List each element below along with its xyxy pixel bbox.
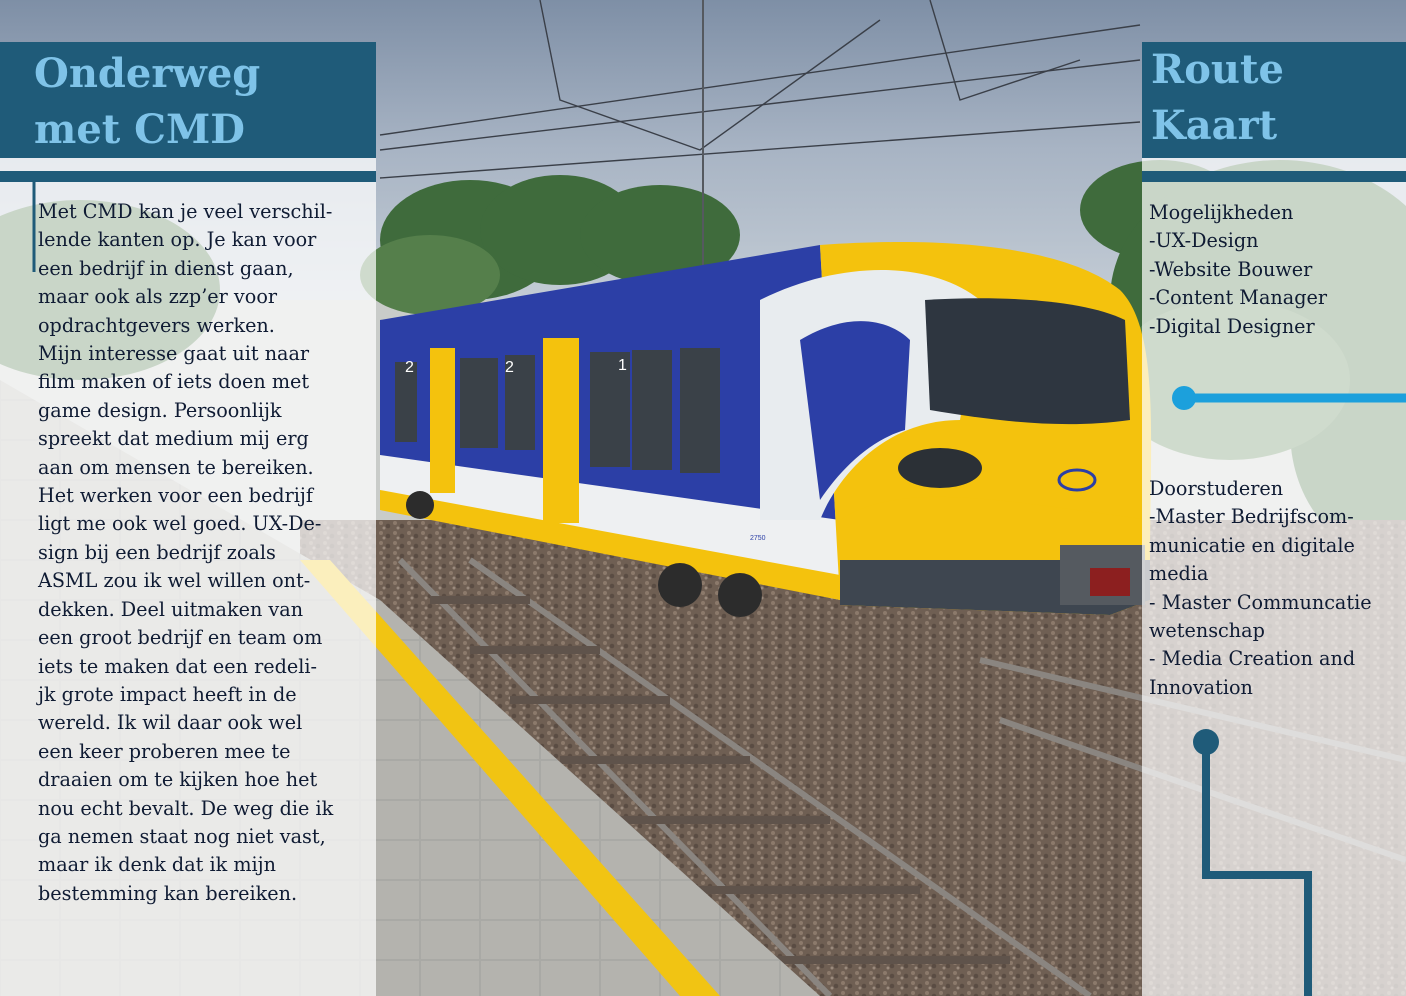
body-line: aan om mensen te bereiken. <box>38 455 314 479</box>
body-line: dekken. Deel uitmaken van <box>38 597 304 621</box>
body-line: ga nemen staat nog niet vast, <box>38 824 326 848</box>
body-line: opdrachtgevers werken. <box>38 313 275 337</box>
body-line: Mijn interesse gaat uit naar <box>38 342 310 366</box>
options-item: -Content Manager <box>1149 286 1327 310</box>
body-line: wereld. Ik wil daar ook wel <box>38 711 303 735</box>
left-route-line <box>0 182 40 282</box>
study-item: media <box>1149 562 1209 586</box>
left-title-line: met CMD <box>34 106 245 153</box>
body-line: maar ook als zzp’er voor <box>38 285 278 309</box>
options-item: -Digital Designer <box>1149 314 1315 338</box>
body-line: draaien om te kijken hoe het <box>38 768 318 792</box>
body-line: ligt me ook wel goed. UX-De- <box>38 512 322 536</box>
unit-number: 2750 <box>750 535 766 542</box>
body-line: jk grote impact heeft in de <box>38 682 297 706</box>
options-item: -UX-Design <box>1149 229 1259 253</box>
body-line: ASML zou ik wel willen ont- <box>38 569 311 593</box>
left-title-rule <box>0 171 376 182</box>
body-line: spreekt dat medium mij erg <box>38 427 309 451</box>
options-list <box>1149 199 1327 341</box>
route-line-stop <box>1160 375 1406 421</box>
body-line: Met CMD kan je veel verschil- <box>38 200 333 223</box>
right-title-line: Route <box>1151 46 1284 93</box>
body-line: lende kanten op. Je kan voor <box>38 228 317 252</box>
options-item: -Website Bouwer <box>1149 257 1313 281</box>
right-title <box>1151 42 1284 154</box>
body-line: Het werken voor een bedrijf <box>38 484 313 508</box>
study-heading: Doorstuderen <box>1149 477 1284 500</box>
body-line: iets te maken dat een redeli- <box>38 654 318 678</box>
left-title-line: Onderweg <box>34 50 261 97</box>
study-list <box>1149 475 1372 702</box>
body-line: een bedrijf in dienst gaan, <box>38 256 294 280</box>
study-item: wetenschap <box>1149 619 1265 643</box>
left-title <box>34 46 260 158</box>
body-line: game design. Persoonlijk <box>38 398 282 422</box>
body-line: sign bij een bedrijf zoals <box>38 540 276 564</box>
study-item: municatie en digitale <box>1149 533 1355 557</box>
body-line: maar ik denk dat ik mijn <box>38 853 276 877</box>
study-item: Innovation <box>1149 675 1253 699</box>
right-title-rule <box>1142 171 1406 182</box>
left-body-text <box>38 198 370 908</box>
study-item: - Master Communcatie <box>1149 590 1372 614</box>
car-number: 2 <box>405 359 414 376</box>
body-line: nou echt bevalt. De weg die ik <box>38 796 334 820</box>
options-heading: Mogelijkheden <box>1149 201 1294 224</box>
body-line: bestemming kan bereiken. <box>38 881 298 905</box>
car-number: 1 <box>618 357 627 374</box>
study-item: -Master Bedrijfscom- <box>1149 505 1354 529</box>
route-line-path <box>1180 720 1406 996</box>
body-line: een keer proberen mee te <box>38 739 291 763</box>
car-number: 2 <box>505 359 514 376</box>
right-title-line: Kaart <box>1151 102 1278 149</box>
body-line: een groot bedrijf en team om <box>38 626 323 650</box>
study-item: - Media Creation and <box>1149 647 1356 671</box>
body-line: film maken of iets doen met <box>38 370 310 394</box>
